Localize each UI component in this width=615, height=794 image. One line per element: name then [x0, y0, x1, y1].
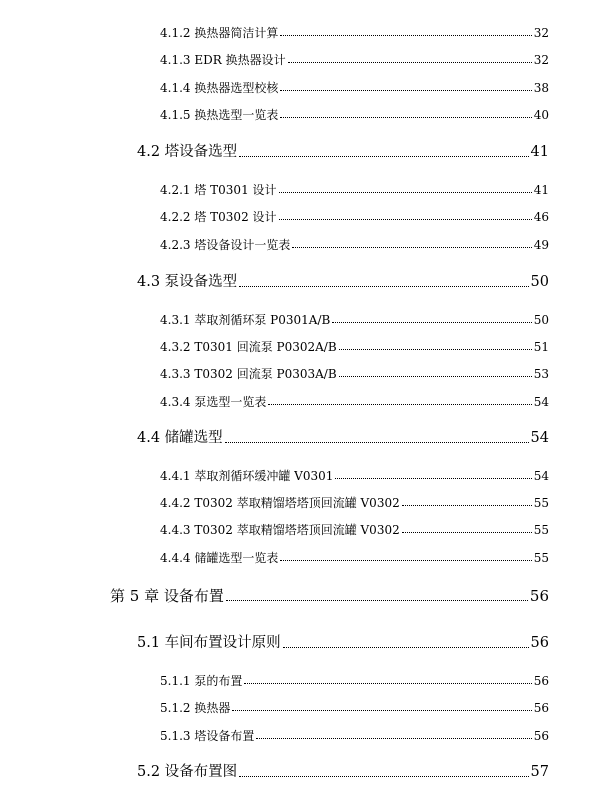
- toc-entry-title: 4.1.3 EDR 换热器设计: [160, 53, 286, 67]
- dot-leader: [225, 442, 529, 443]
- toc-entry-title: 4.3.1 萃取剂循环泵 P0301A/B: [160, 313, 331, 327]
- toc-entry-title: 5.2 设备布置图: [137, 764, 238, 780]
- toc-entry-page: 32: [533, 53, 549, 67]
- toc-entry-4-4-2[interactable]: [160, 497, 549, 509]
- toc-entry-title: 4.4.1 萃取剂循环缓冲罐 V0301: [160, 469, 334, 483]
- dot-leader: [283, 647, 529, 648]
- toc-entry-title: 4.3 泵设备选型: [137, 274, 238, 290]
- toc-entry-chapter-5[interactable]: [110, 589, 549, 604]
- toc-entry-title: 4.1.4 换热器选型校核: [160, 81, 279, 95]
- toc-entry-title: 5.1.2 换热器: [160, 701, 231, 715]
- dot-leader: [339, 376, 532, 377]
- toc-entry-page: 46: [533, 210, 549, 224]
- dot-leader: [332, 322, 531, 323]
- dot-leader: [239, 286, 528, 287]
- dot-leader: [226, 600, 528, 601]
- toc-entry-4-1-4[interactable]: [160, 82, 549, 94]
- toc-entry-title: 5.1.3 塔设备布置: [160, 729, 255, 743]
- toc-entry-page: 50: [530, 274, 549, 290]
- dot-leader: [280, 117, 531, 118]
- toc-entry-title: 4.4.3 T0302 萃取精馏塔塔顶回流罐 V0302: [160, 523, 400, 537]
- toc-entry-page: 55: [533, 551, 549, 565]
- dot-leader: [280, 90, 531, 91]
- toc-entry-page: 40: [533, 108, 549, 122]
- toc-entry-title: 4.1.2 换热器简洁计算: [160, 26, 279, 40]
- toc-entry-title: 4.3.4 泵选型一览表: [160, 395, 267, 409]
- toc-entry-page: 32: [533, 26, 549, 40]
- dot-leader: [268, 404, 531, 405]
- toc-entry-page: 41: [530, 144, 549, 160]
- toc-entry-4-3-4[interactable]: [160, 396, 549, 408]
- dot-leader: [288, 62, 532, 63]
- toc-entry-4-4-4[interactable]: [160, 552, 549, 564]
- toc-entry-page: 53: [533, 367, 549, 381]
- toc-entry-4-2[interactable]: [137, 145, 549, 160]
- dot-leader: [256, 738, 531, 739]
- toc-entry-title: 5.1.1 泵的布置: [160, 674, 243, 688]
- toc-entry-title: 4.2 塔设备选型: [137, 144, 238, 160]
- toc-entry-4-3-3[interactable]: [160, 368, 549, 380]
- toc-entry-5-1[interactable]: [137, 636, 549, 651]
- toc-entry-4-3-2[interactable]: [160, 341, 549, 353]
- toc-entry-title: 第 5 章 设备布置: [110, 587, 224, 605]
- toc-entry-4-1-2[interactable]: [160, 27, 549, 39]
- toc-entry-page: 50: [533, 313, 549, 327]
- dot-leader: [335, 478, 531, 479]
- toc-entry-page: 56: [530, 635, 549, 651]
- dot-leader: [280, 35, 531, 36]
- toc-entry-page: 49: [533, 238, 549, 252]
- toc-entry-title: 4.4.2 T0302 萃取精馏塔塔顶回流罐 V0302: [160, 496, 400, 510]
- toc-entry-title: 4.4.4 储罐选型一览表: [160, 551, 279, 565]
- dot-leader: [279, 192, 532, 193]
- toc-entry-5-2[interactable]: [137, 765, 549, 780]
- toc-entry-page: 54: [533, 469, 549, 483]
- toc-entry-page: 56: [533, 729, 549, 743]
- toc-entry-4-2-3[interactable]: [160, 239, 549, 251]
- dot-leader: [279, 219, 532, 220]
- toc-entry-title: 4.3.3 T0302 回流泵 P0303A/B: [160, 367, 337, 381]
- toc-entry-title: 4.3.2 T0301 回流泵 P0302A/B: [160, 340, 337, 354]
- toc-entry-5-1-1[interactable]: [160, 675, 549, 687]
- toc-entry-5-1-2[interactable]: [160, 702, 549, 714]
- toc-entry-page: 56: [533, 674, 549, 688]
- toc-entry-4-3-1[interactable]: [160, 314, 549, 326]
- toc-entry-page: 54: [530, 430, 549, 446]
- toc-entry-4-2-1[interactable]: [160, 184, 549, 196]
- toc-entry-title: 4.4 储罐选型: [137, 430, 223, 446]
- toc-entry-title: 5.1 车间布置设计原则: [137, 635, 281, 651]
- dot-leader: [232, 710, 531, 711]
- toc-entry-4-3[interactable]: [137, 275, 549, 290]
- toc-entry-title: 4.2.2 塔 T0302 设计: [160, 210, 277, 224]
- dot-leader: [339, 349, 532, 350]
- toc-entry-page: 41: [533, 183, 549, 197]
- toc-entry-page: 55: [533, 496, 549, 510]
- dot-leader: [402, 505, 532, 506]
- toc-entry-4-1-5[interactable]: [160, 109, 549, 121]
- toc-entry-page: 57: [530, 764, 549, 780]
- toc-entry-4-4[interactable]: [137, 431, 549, 446]
- toc-entry-title: 4.2.1 塔 T0301 设计: [160, 183, 277, 197]
- toc-entry-title: 4.1.5 换热选型一览表: [160, 108, 279, 122]
- toc-entry-title: 4.2.3 塔设备设计一览表: [160, 238, 291, 252]
- dot-leader: [402, 532, 532, 533]
- toc-entry-page: 51: [533, 340, 549, 354]
- dot-leader: [280, 560, 531, 561]
- toc-entry-4-4-3[interactable]: [160, 524, 549, 536]
- dot-leader: [292, 247, 531, 248]
- toc-entry-page: 56: [529, 587, 549, 605]
- toc-entry-4-1-3[interactable]: [160, 54, 549, 66]
- toc-entry-4-2-2[interactable]: [160, 211, 549, 223]
- toc-entry-page: 55: [533, 523, 549, 537]
- toc-entry-page: 54: [533, 395, 549, 409]
- toc-entry-4-4-1[interactable]: [160, 470, 549, 482]
- dot-leader: [239, 776, 528, 777]
- toc-entry-5-1-3[interactable]: [160, 730, 549, 742]
- toc-entry-page: 38: [533, 81, 549, 95]
- dot-leader: [239, 156, 528, 157]
- dot-leader: [244, 683, 531, 684]
- toc-entry-page: 56: [533, 701, 549, 715]
